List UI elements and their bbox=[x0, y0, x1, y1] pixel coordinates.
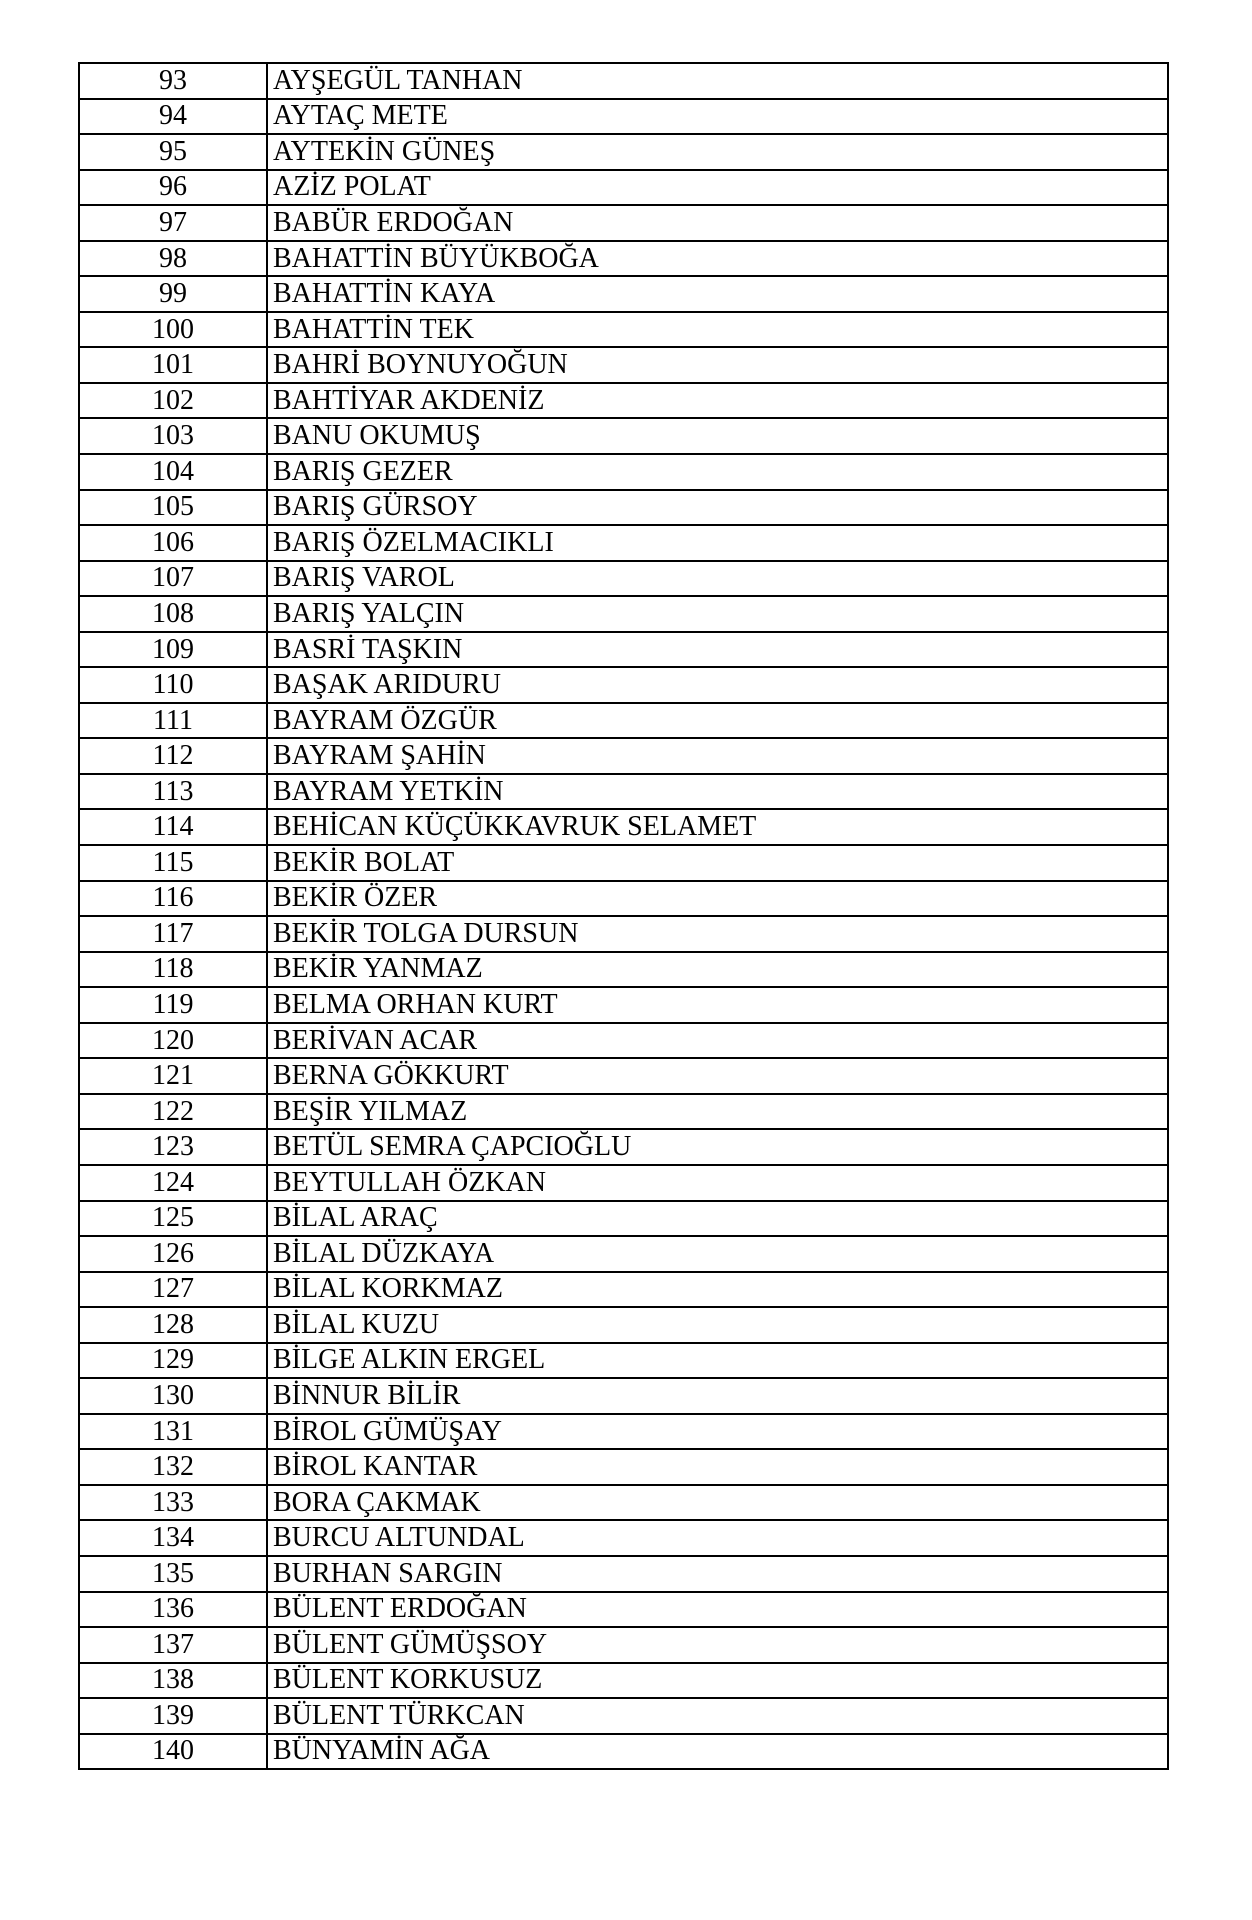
row-number: 121 bbox=[79, 1058, 267, 1094]
row-name: BİLAL ARAÇ bbox=[267, 1201, 1168, 1237]
table-row bbox=[79, 561, 1168, 597]
table-row bbox=[79, 1201, 1168, 1237]
row-number: 135 bbox=[79, 1556, 267, 1592]
row-name: BEKİR YANMAZ bbox=[267, 952, 1168, 988]
row-number: 103 bbox=[79, 418, 267, 454]
row-name: BELMA ORHAN KURT bbox=[267, 987, 1168, 1023]
row-name: BİROL KANTAR bbox=[267, 1449, 1168, 1485]
table-row bbox=[79, 1698, 1168, 1734]
row-name: BİLAL DÜZKAYA bbox=[267, 1236, 1168, 1272]
table-row bbox=[79, 1129, 1168, 1165]
row-number: 116 bbox=[79, 881, 267, 917]
row-name: BİLGE ALKIN ERGEL bbox=[267, 1343, 1168, 1379]
table-row bbox=[79, 134, 1168, 170]
row-number: 101 bbox=[79, 347, 267, 383]
table-row bbox=[79, 881, 1168, 917]
row-name: BÜNYAMİN AĞA bbox=[267, 1734, 1168, 1770]
row-number: 117 bbox=[79, 916, 267, 952]
row-number: 109 bbox=[79, 632, 267, 668]
row-number: 115 bbox=[79, 845, 267, 881]
row-number: 120 bbox=[79, 1023, 267, 1059]
table-row bbox=[79, 312, 1168, 348]
row-name: BÜLENT TÜRKCAN bbox=[267, 1698, 1168, 1734]
row-number: 138 bbox=[79, 1663, 267, 1699]
row-number: 123 bbox=[79, 1129, 267, 1165]
row-number: 106 bbox=[79, 525, 267, 561]
row-number: 107 bbox=[79, 561, 267, 597]
table-row bbox=[79, 1272, 1168, 1308]
row-name: BÜLENT KORKUSUZ bbox=[267, 1663, 1168, 1699]
row-name: BEŞİR YILMAZ bbox=[267, 1094, 1168, 1130]
row-name: BORA ÇAKMAK bbox=[267, 1485, 1168, 1521]
row-name: BARIŞ ÖZELMACIKLI bbox=[267, 525, 1168, 561]
table-row bbox=[79, 596, 1168, 632]
row-number: 93 bbox=[79, 63, 267, 99]
row-number: 104 bbox=[79, 454, 267, 490]
table-row bbox=[79, 205, 1168, 241]
row-number: 114 bbox=[79, 809, 267, 845]
row-name: BEHİCAN KÜÇÜKKAVRUK SELAMET bbox=[267, 809, 1168, 845]
row-number: 134 bbox=[79, 1520, 267, 1556]
row-number: 139 bbox=[79, 1698, 267, 1734]
row-number: 113 bbox=[79, 774, 267, 810]
table-row bbox=[79, 738, 1168, 774]
row-number: 136 bbox=[79, 1592, 267, 1628]
row-number: 97 bbox=[79, 205, 267, 241]
row-name: BARIŞ YALÇIN bbox=[267, 596, 1168, 632]
table-row bbox=[79, 1165, 1168, 1201]
row-name: BETÜL SEMRA ÇAPCIOĞLU bbox=[267, 1129, 1168, 1165]
row-name: BAHRİ BOYNUYOĞUN bbox=[267, 347, 1168, 383]
table-row bbox=[79, 774, 1168, 810]
row-name: BÜLENT GÜMÜŞSOY bbox=[267, 1627, 1168, 1663]
table-row bbox=[79, 525, 1168, 561]
table-row bbox=[79, 1449, 1168, 1485]
row-name: BAHTİYAR AKDENİZ bbox=[267, 383, 1168, 419]
table-row bbox=[79, 418, 1168, 454]
row-number: 126 bbox=[79, 1236, 267, 1272]
row-name: BEKİR ÖZER bbox=[267, 881, 1168, 917]
row-name: BİROL GÜMÜŞAY bbox=[267, 1414, 1168, 1450]
row-name: BURCU ALTUNDAL bbox=[267, 1520, 1168, 1556]
row-name: BEYTULLAH ÖZKAN bbox=[267, 1165, 1168, 1201]
table-row bbox=[79, 809, 1168, 845]
table-row bbox=[79, 952, 1168, 988]
table-row bbox=[79, 490, 1168, 526]
table-row bbox=[79, 1378, 1168, 1414]
row-number: 112 bbox=[79, 738, 267, 774]
name-list-table bbox=[78, 62, 1169, 1770]
table-row bbox=[79, 63, 1168, 99]
row-number: 95 bbox=[79, 134, 267, 170]
row-number: 96 bbox=[79, 170, 267, 206]
row-number: 137 bbox=[79, 1627, 267, 1663]
row-number: 94 bbox=[79, 99, 267, 135]
table-row bbox=[79, 1414, 1168, 1450]
row-name: BERİVAN ACAR bbox=[267, 1023, 1168, 1059]
table-row bbox=[79, 632, 1168, 668]
row-number: 108 bbox=[79, 596, 267, 632]
row-name: BAYRAM ŞAHİN bbox=[267, 738, 1168, 774]
row-number: 122 bbox=[79, 1094, 267, 1130]
row-name: BAHATTİN KAYA bbox=[267, 276, 1168, 312]
row-number: 127 bbox=[79, 1272, 267, 1308]
table-row bbox=[79, 1663, 1168, 1699]
row-name: AYŞEGÜL TANHAN bbox=[267, 63, 1168, 99]
row-name: BAHATTİN BÜYÜKBOĞA bbox=[267, 241, 1168, 277]
row-name: BAYRAM YETKİN bbox=[267, 774, 1168, 810]
table-row bbox=[79, 1520, 1168, 1556]
table-row bbox=[79, 1023, 1168, 1059]
table-row bbox=[79, 99, 1168, 135]
table-row bbox=[79, 347, 1168, 383]
row-name: BASRİ TAŞKIN bbox=[267, 632, 1168, 668]
row-name: BURHAN SARGIN bbox=[267, 1556, 1168, 1592]
table-row bbox=[79, 1556, 1168, 1592]
row-name: BARIŞ VAROL bbox=[267, 561, 1168, 597]
table-row bbox=[79, 1236, 1168, 1272]
table-row bbox=[79, 241, 1168, 277]
table-row bbox=[79, 383, 1168, 419]
table-row bbox=[79, 1485, 1168, 1521]
table-row bbox=[79, 916, 1168, 952]
row-name: BANU OKUMUŞ bbox=[267, 418, 1168, 454]
row-number: 132 bbox=[79, 1449, 267, 1485]
table-row bbox=[79, 987, 1168, 1023]
row-number: 128 bbox=[79, 1307, 267, 1343]
row-number: 99 bbox=[79, 276, 267, 312]
table-row bbox=[79, 454, 1168, 490]
table-row bbox=[79, 1592, 1168, 1628]
table-row bbox=[79, 703, 1168, 739]
table-row bbox=[79, 1627, 1168, 1663]
row-number: 111 bbox=[79, 703, 267, 739]
row-number: 140 bbox=[79, 1734, 267, 1770]
row-name: AYTAÇ METE bbox=[267, 99, 1168, 135]
row-number: 130 bbox=[79, 1378, 267, 1414]
row-number: 119 bbox=[79, 987, 267, 1023]
row-number: 118 bbox=[79, 952, 267, 988]
table-row bbox=[79, 1094, 1168, 1130]
table-row bbox=[79, 170, 1168, 206]
row-number: 124 bbox=[79, 1165, 267, 1201]
row-number: 98 bbox=[79, 241, 267, 277]
table-row bbox=[79, 667, 1168, 703]
row-number: 110 bbox=[79, 667, 267, 703]
row-number: 133 bbox=[79, 1485, 267, 1521]
row-name: BABÜR ERDOĞAN bbox=[267, 205, 1168, 241]
row-name: BEKİR BOLAT bbox=[267, 845, 1168, 881]
row-name: AYTEKİN GÜNEŞ bbox=[267, 134, 1168, 170]
row-name: BERNA GÖKKURT bbox=[267, 1058, 1168, 1094]
row-name: AZİZ POLAT bbox=[267, 170, 1168, 206]
row-name: BAYRAM ÖZGÜR bbox=[267, 703, 1168, 739]
row-number: 105 bbox=[79, 490, 267, 526]
row-number: 100 bbox=[79, 312, 267, 348]
table-row bbox=[79, 1058, 1168, 1094]
row-name: BARIŞ GEZER bbox=[267, 454, 1168, 490]
table-row bbox=[79, 1307, 1168, 1343]
row-name: BİNNUR BİLİR bbox=[267, 1378, 1168, 1414]
row-number: 102 bbox=[79, 383, 267, 419]
row-name: BAHATTİN TEK bbox=[267, 312, 1168, 348]
row-name: BARIŞ GÜRSOY bbox=[267, 490, 1168, 526]
row-name: BİLAL KUZU bbox=[267, 1307, 1168, 1343]
row-name: BÜLENT ERDOĞAN bbox=[267, 1592, 1168, 1628]
row-number: 125 bbox=[79, 1201, 267, 1237]
row-number: 129 bbox=[79, 1343, 267, 1379]
row-name: BAŞAK ARIDURU bbox=[267, 667, 1168, 703]
row-name: BEKİR TOLGA DURSUN bbox=[267, 916, 1168, 952]
row-name: BİLAL KORKMAZ bbox=[267, 1272, 1168, 1308]
table-row bbox=[79, 1343, 1168, 1379]
row-number: 131 bbox=[79, 1414, 267, 1450]
table-row bbox=[79, 276, 1168, 312]
table-row bbox=[79, 845, 1168, 881]
table-row bbox=[79, 1734, 1168, 1770]
name-list-body bbox=[79, 63, 1168, 1769]
